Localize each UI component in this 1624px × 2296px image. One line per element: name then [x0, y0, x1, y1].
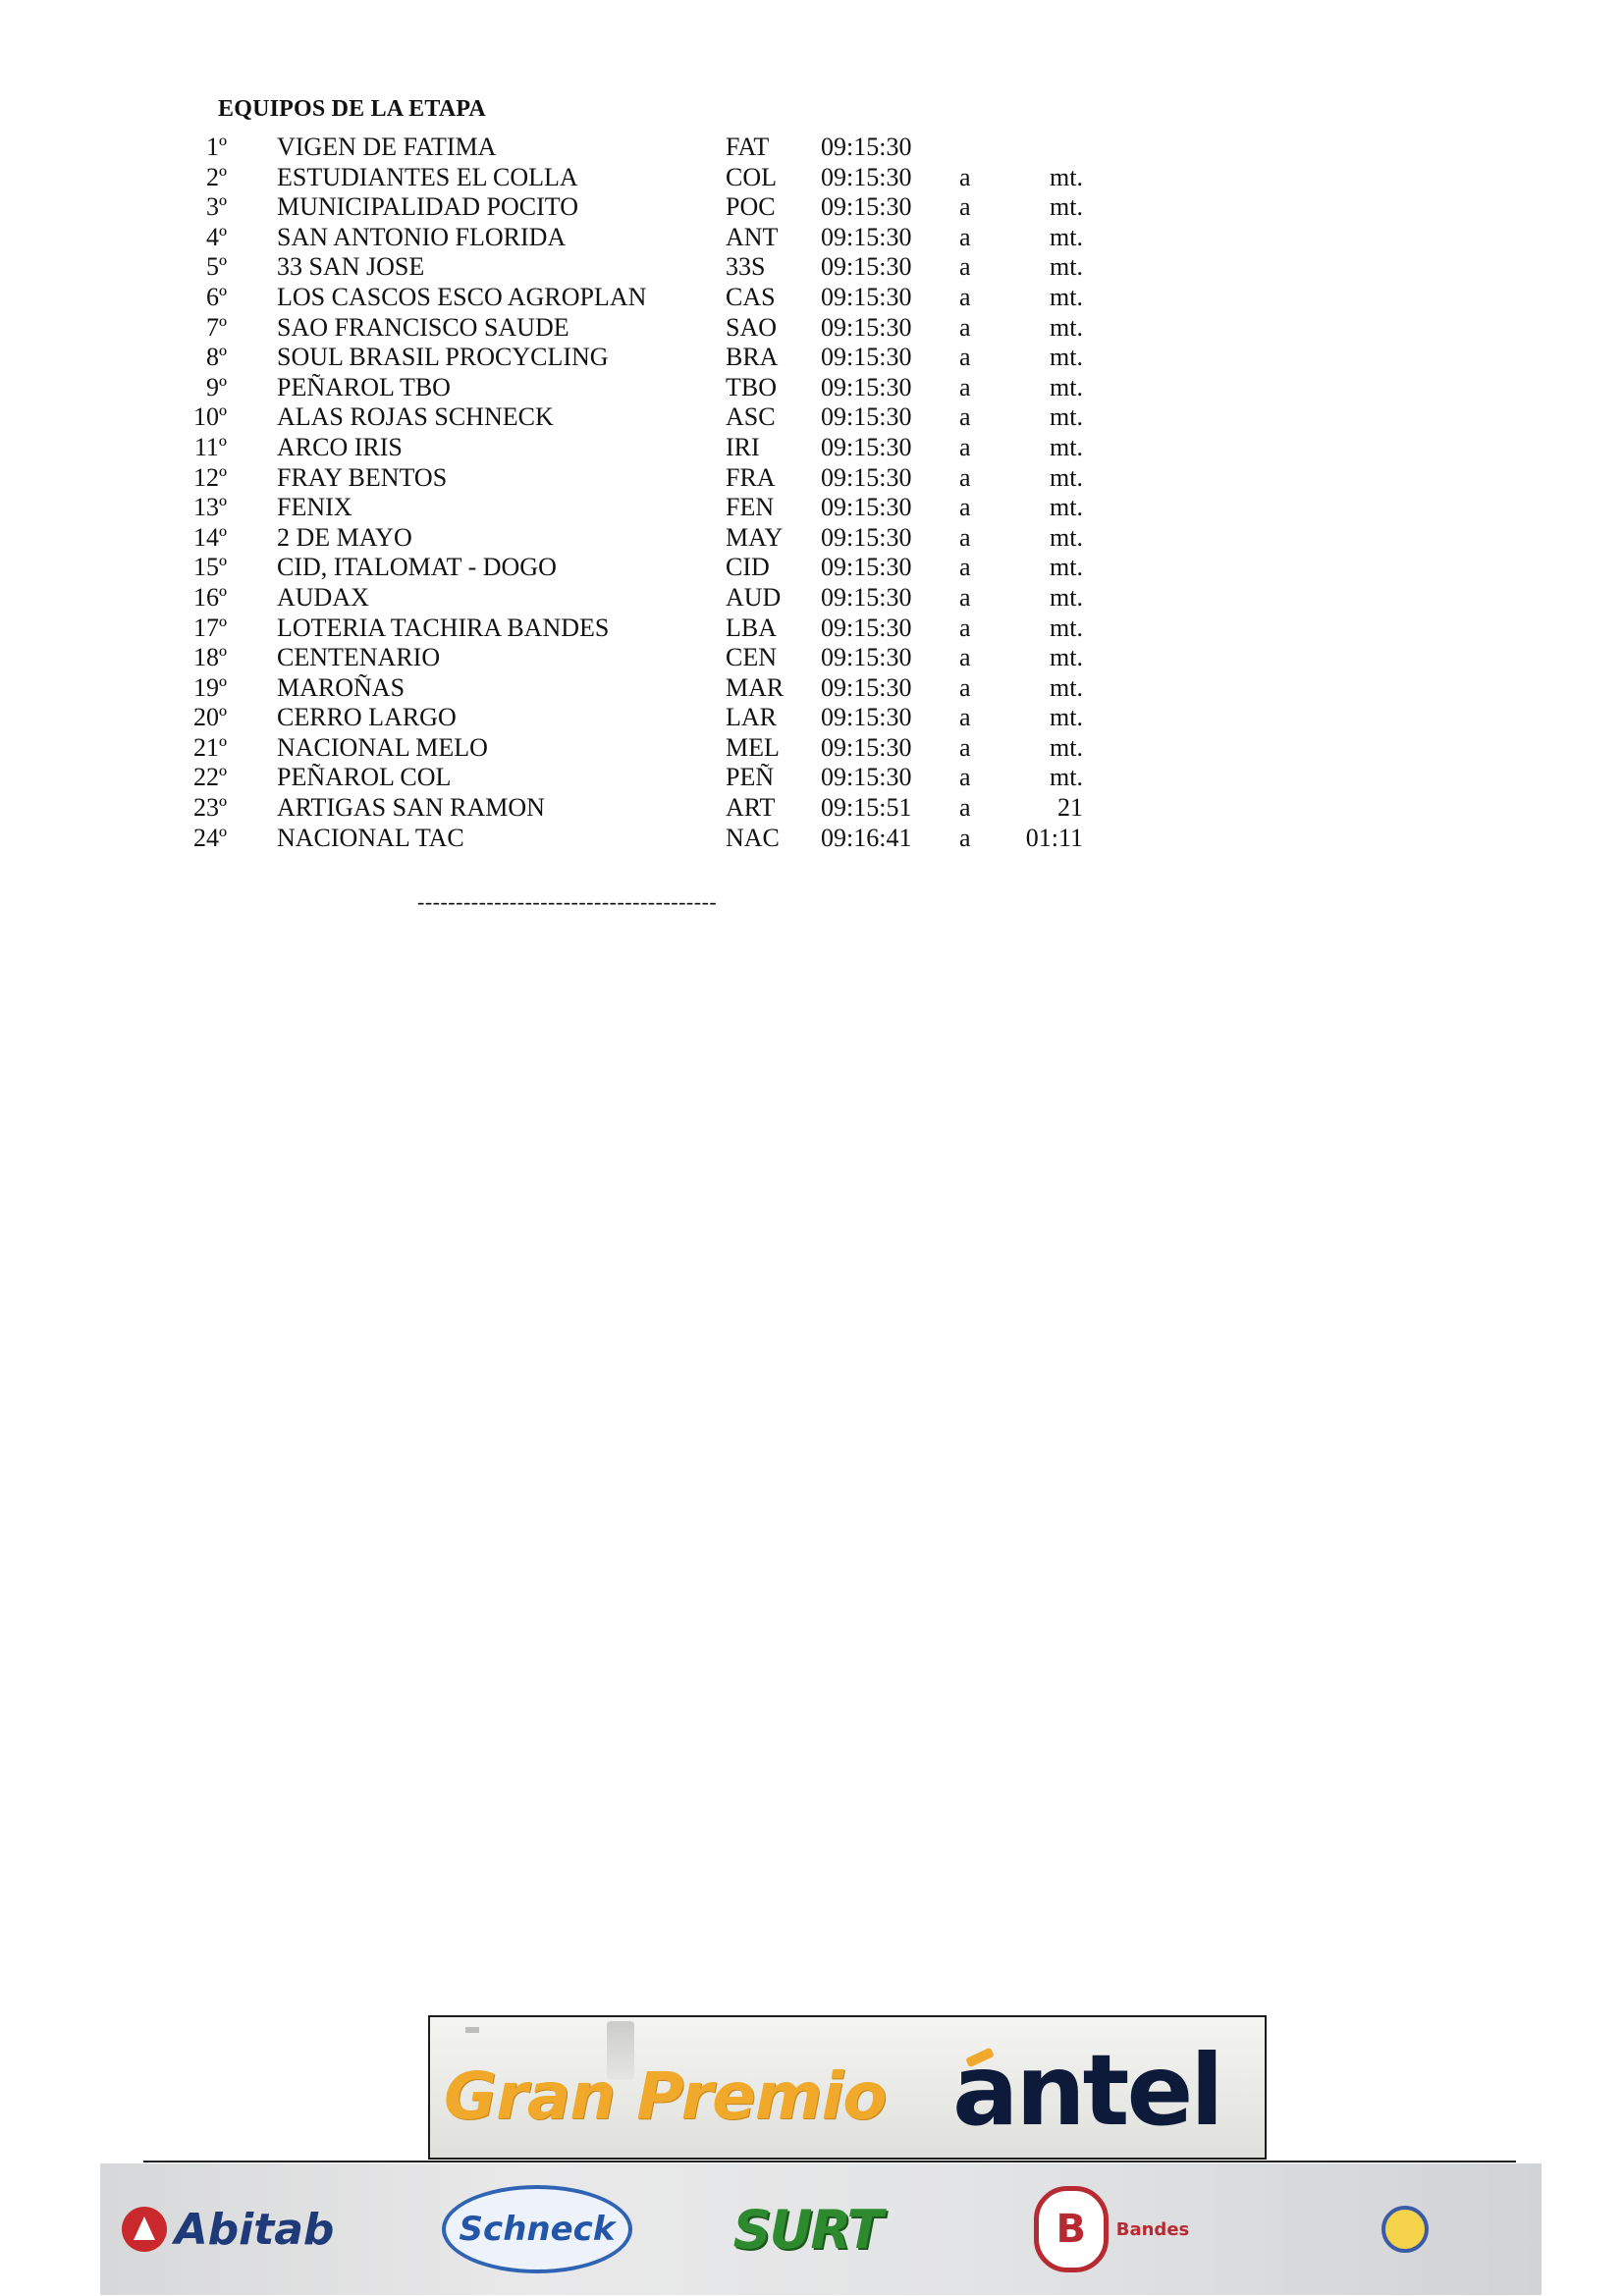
gap-cell: mt.	[1050, 222, 1083, 251]
schneck-logo	[414, 2163, 660, 2295]
team-name-cell: MAROÑAS	[277, 672, 406, 702]
position-cell: 10º	[192, 402, 227, 432]
a-marker-cell: a	[959, 672, 971, 702]
table-row	[0, 673, 1624, 704]
table-row	[0, 703, 1624, 733]
table-row	[0, 192, 1624, 223]
table-row	[0, 824, 1624, 854]
results-table	[0, 133, 1624, 853]
time-cell: 09:15:30	[821, 372, 912, 401]
time-cell: 09:15:30	[821, 553, 912, 582]
a-marker-cell: a	[959, 643, 971, 672]
time-cell: 09:15:30	[821, 402, 912, 432]
team-name-cell: 2 DE MAYO	[277, 522, 412, 552]
team-name-cell: LOTERIA TACHIRA BANDES	[277, 613, 610, 642]
a-marker-cell: a	[959, 162, 971, 191]
team-name-cell: LOS CASCOS ESCO AGROPLAN	[277, 282, 647, 311]
time-cell: 09:15:30	[821, 643, 912, 672]
a-marker-cell: a	[959, 252, 971, 282]
time-cell: 09:15:30	[821, 222, 912, 251]
team-code-cell: LBA	[726, 613, 777, 642]
abitab-logo-text: Abitab	[174, 2204, 335, 2255]
time-cell: 09:15:30	[821, 343, 912, 372]
team-name-cell: PEÑAROL TBO	[277, 372, 451, 401]
sponsor-strip	[100, 2163, 1542, 2295]
gap-cell: mt.	[1050, 613, 1083, 642]
gap-cell: mt.	[1050, 763, 1083, 792]
table-row	[0, 523, 1624, 554]
team-name-cell: CID, ITALOMAT - DOGO	[277, 553, 557, 582]
team-name-cell: NACIONAL TAC	[277, 823, 464, 852]
team-code-cell: MAY	[726, 522, 784, 552]
time-cell: 09:15:30	[821, 282, 912, 311]
team-name-cell: SOUL BRASIL PROCYCLING	[277, 343, 609, 372]
team-code-cell: ART	[726, 793, 776, 823]
a-marker-cell: a	[959, 343, 971, 372]
team-name-cell: VIGEN DE FATIMA	[277, 133, 497, 161]
time-cell: 09:15:30	[821, 162, 912, 191]
position-cell: 21º	[192, 732, 227, 762]
team-name-cell: FRAY BENTOS	[277, 462, 448, 492]
table-row	[0, 252, 1624, 283]
a-marker-cell: a	[959, 522, 971, 552]
time-cell: 09:15:30	[821, 312, 912, 342]
team-code-cell: POC	[726, 192, 776, 222]
team-code-cell: BRA	[726, 343, 779, 372]
gap-cell: mt.	[1050, 522, 1083, 552]
team-code-cell: 33S	[726, 252, 766, 282]
table-row	[0, 643, 1624, 673]
team-name-cell: MUNICIPALIDAD POCITO	[277, 192, 578, 222]
time-cell: 09:15:30	[821, 252, 912, 282]
a-marker-cell: a	[959, 553, 971, 582]
time-cell: 09:15:30	[821, 613, 912, 642]
time-cell: 09:15:30	[821, 522, 912, 552]
team-code-cell: PEÑ	[726, 763, 775, 792]
position-cell: 7º	[205, 312, 227, 342]
gap-cell: mt.	[1050, 643, 1083, 672]
table-row	[0, 733, 1624, 764]
surt-logo	[679, 2163, 935, 2295]
table-row	[0, 614, 1624, 644]
a-marker-cell: a	[959, 763, 971, 792]
position-cell: 23º	[192, 793, 227, 823]
table-row	[0, 402, 1624, 433]
table-row	[0, 433, 1624, 463]
footer-divider	[143, 2161, 1516, 2163]
abitab-logo	[100, 2163, 355, 2295]
team-code-cell: NAC	[726, 823, 780, 852]
a-marker-cell: a	[959, 192, 971, 222]
a-marker-cell: a	[959, 282, 971, 311]
team-code-cell: CEN	[726, 643, 777, 672]
gap-cell: mt.	[1050, 343, 1083, 372]
table-row	[0, 163, 1624, 193]
table-row	[0, 493, 1624, 523]
time-cell: 09:15:30	[821, 582, 912, 612]
uruguay-government-logo	[1278, 2163, 1542, 2295]
time-cell: 09:15:30	[821, 732, 912, 762]
gap-cell: mt.	[1050, 672, 1083, 702]
position-cell: 6º	[205, 282, 227, 311]
a-marker-cell: a	[959, 732, 971, 762]
team-name-cell: FENIX	[277, 493, 352, 522]
gap-cell: mt.	[1050, 282, 1083, 311]
a-marker-cell: a	[959, 312, 971, 342]
position-cell: 12º	[192, 462, 227, 492]
schneck-logo-text: Schneck	[459, 2210, 616, 2249]
bandes-logo	[964, 2163, 1259, 2295]
team-code-cell: AUD	[726, 582, 782, 612]
gap-cell: mt.	[1050, 582, 1083, 612]
time-cell: 09:15:30	[821, 462, 912, 492]
time-cell: 09:15:30	[821, 192, 912, 222]
team-code-cell: CID	[726, 553, 770, 582]
position-cell: 8º	[205, 343, 227, 372]
table-row	[0, 283, 1624, 313]
position-cell: 19º	[192, 672, 227, 702]
a-marker-cell: a	[959, 493, 971, 522]
position-cell: 20º	[192, 703, 227, 732]
sponsor-banner-antel	[428, 2015, 1267, 2160]
team-name-cell: NACIONAL MELO	[277, 732, 488, 762]
team-name-cell: PEÑAROL COL	[277, 763, 452, 792]
team-code-cell: IRI	[726, 432, 760, 461]
team-name-cell: 33 SAN JOSE	[277, 252, 425, 282]
table-row	[0, 223, 1624, 253]
team-code-cell: ANT	[726, 222, 779, 251]
team-code-cell: FEN	[726, 493, 775, 522]
a-marker-cell: a	[959, 582, 971, 612]
a-marker-cell: a	[959, 222, 971, 251]
position-cell: 15º	[192, 553, 227, 582]
gap-cell: mt.	[1050, 732, 1083, 762]
position-cell: 9º	[205, 372, 227, 401]
team-name-cell: SAN ANTONIO FLORIDA	[277, 222, 567, 251]
team-name-cell: CERRO LARGO	[277, 703, 457, 732]
a-marker-cell: a	[959, 432, 971, 461]
team-code-cell: FRA	[726, 462, 776, 492]
a-marker-cell: a	[959, 613, 971, 642]
gap-cell: mt.	[1050, 162, 1083, 191]
surt-logo-text: SURT	[732, 2198, 882, 2261]
team-code-cell: LAR	[726, 703, 777, 732]
banner-decoration-small	[465, 2027, 479, 2033]
table-row	[0, 553, 1624, 583]
team-name-cell: ARCO IRIS	[277, 432, 403, 461]
page-title: EQUIPOS DE LA ETAPA	[218, 96, 486, 122]
team-code-cell: MAR	[726, 672, 785, 702]
time-cell: 09:15:30	[821, 432, 912, 461]
sun-emblem-icon	[1381, 2206, 1429, 2253]
abitab-icon	[122, 2207, 167, 2252]
team-name-cell: CENTENARIO	[277, 643, 441, 672]
gap-cell: mt.	[1050, 703, 1083, 732]
table-row	[0, 463, 1624, 494]
a-marker-cell: a	[959, 793, 971, 823]
team-code-cell: ASC	[726, 402, 776, 432]
time-cell: 09:15:30	[821, 672, 912, 702]
position-cell: 24º	[192, 823, 227, 852]
bandes-logo-text: Bandes	[1115, 2218, 1190, 2240]
gap-cell: mt.	[1050, 553, 1083, 582]
position-cell: 5º	[205, 252, 227, 282]
time-cell: 09:15:30	[821, 493, 912, 522]
gap-cell: mt.	[1050, 192, 1083, 222]
gap-cell: 01:11	[1025, 823, 1083, 852]
separator-line: ---------------------------------------	[417, 889, 718, 914]
team-name-cell: SAO FRANCISCO SAUDE	[277, 312, 569, 342]
position-cell: 13º	[192, 493, 227, 522]
table-row	[0, 313, 1624, 344]
a-marker-cell: a	[959, 823, 971, 852]
team-code-cell: FAT	[726, 133, 770, 161]
antel-logo-text: antel	[952, 2033, 1221, 2148]
position-cell: 16º	[192, 582, 227, 612]
table-row	[0, 793, 1624, 824]
position-cell: 11º	[193, 432, 227, 461]
table-row	[0, 583, 1624, 614]
time-cell: 09:15:30	[821, 133, 912, 161]
team-name-cell: AUDAX	[277, 582, 369, 612]
schneck-oval-icon	[442, 2185, 632, 2273]
position-cell: 4º	[205, 222, 227, 251]
table-row	[0, 133, 1624, 163]
time-cell: 09:15:30	[821, 763, 912, 792]
team-name-cell: ESTUDIANTES EL COLLA	[277, 162, 578, 191]
team-name-cell: ALAS ROJAS SCHNECK	[277, 402, 554, 432]
gap-cell: mt.	[1050, 462, 1083, 492]
team-code-cell: COL	[726, 162, 777, 191]
table-row	[0, 343, 1624, 373]
a-marker-cell: a	[959, 462, 971, 492]
team-code-cell: TBO	[726, 372, 777, 401]
position-cell: 1º	[205, 133, 227, 161]
position-cell: 3º	[205, 192, 227, 222]
bandes-icon: B	[1034, 2186, 1109, 2272]
time-cell: 09:15:51	[821, 793, 912, 823]
team-code-cell: MEL	[726, 732, 780, 762]
gap-cell: mt.	[1050, 372, 1083, 401]
gap-cell: mt.	[1050, 252, 1083, 282]
position-cell: 14º	[192, 522, 227, 552]
gap-cell: mt.	[1050, 402, 1083, 432]
position-cell: 2º	[205, 162, 227, 191]
gap-cell: mt.	[1050, 493, 1083, 522]
position-cell: 18º	[192, 643, 227, 672]
table-row	[0, 763, 1624, 793]
time-cell: 09:15:30	[821, 703, 912, 732]
team-name-cell: ARTIGAS SAN RAMON	[277, 793, 545, 823]
table-row	[0, 373, 1624, 403]
gran-premio-logo-text: Gran Premio	[444, 2058, 887, 2134]
position-cell: 22º	[192, 763, 227, 792]
time-cell: 09:16:41	[821, 823, 912, 852]
a-marker-cell: a	[959, 703, 971, 732]
gap-cell: mt.	[1050, 432, 1083, 461]
gap-cell: mt.	[1050, 312, 1083, 342]
team-code-cell: SAO	[726, 312, 778, 342]
a-marker-cell: a	[959, 402, 971, 432]
gap-cell: 21	[1057, 793, 1083, 823]
position-cell: 17º	[192, 613, 227, 642]
a-marker-cell: a	[959, 372, 971, 401]
team-code-cell: CAS	[726, 282, 776, 311]
